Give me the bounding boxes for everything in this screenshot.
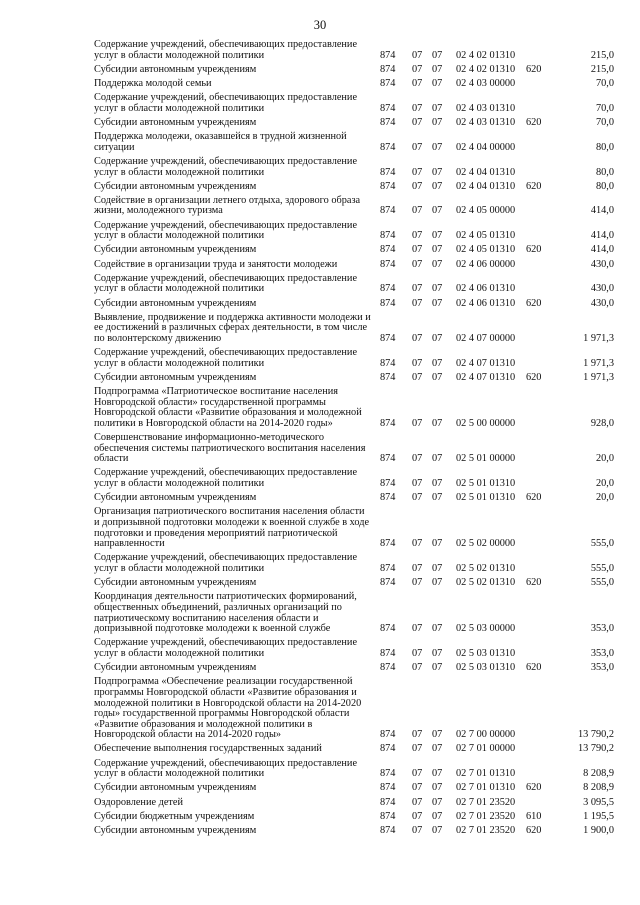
row-section-code: 07 bbox=[412, 563, 423, 574]
row-target-code: 02 4 03 00000 bbox=[456, 77, 516, 89]
row-description: Субсидии автономным учреждениям bbox=[94, 244, 257, 256]
row-target-code: 02 4 06 01310 bbox=[456, 283, 516, 295]
row-target-code: 02 5 01 01310 bbox=[456, 478, 516, 490]
row-amount: 215,0 bbox=[590, 49, 614, 61]
table-row bbox=[94, 221, 614, 242]
row-description: Содержание учреждений, обеспечивающих предоставление услуг в области молодежной политики bbox=[94, 467, 358, 490]
row-target-code: 02 7 01 01310 bbox=[456, 782, 516, 794]
row-amount: 414,0 bbox=[590, 244, 614, 256]
row-amount: 555,0 bbox=[590, 538, 614, 550]
row-amount: 20,0 bbox=[595, 478, 614, 490]
row-description: Субсидии автономным учреждениям bbox=[94, 662, 257, 674]
row-amount: 353,0 bbox=[590, 647, 614, 659]
row-section-code: 07 bbox=[412, 332, 423, 344]
table-row bbox=[94, 759, 614, 780]
row-amount: 70,0 bbox=[595, 102, 614, 114]
row-grbs-code: 874 bbox=[380, 577, 396, 589]
row-subsection-code: 07 bbox=[432, 116, 443, 128]
row-amount: 928,0 bbox=[590, 417, 614, 429]
row-grbs-code: 874 bbox=[380, 796, 396, 808]
row-description: Содержание учреждений, обеспечивающих предоставление услуг в области молодежной политики bbox=[94, 272, 358, 295]
row-subsection-code: 07 bbox=[432, 102, 443, 114]
table-row bbox=[94, 812, 614, 823]
row-amount: 215,0 bbox=[590, 63, 614, 75]
row-description: Субсидии автономным учреждениям bbox=[94, 116, 257, 128]
row-target-code: 02 4 07 01310 bbox=[456, 371, 516, 383]
row-grbs-code: 874 bbox=[380, 102, 396, 114]
row-target-code: 02 7 01 23520 bbox=[456, 825, 516, 836]
row-target-code: 02 4 07 00000 bbox=[456, 332, 516, 344]
table-row bbox=[94, 118, 614, 129]
row-amount: 414,0 bbox=[590, 205, 614, 217]
row-description: Оздоровление детей bbox=[94, 796, 183, 808]
row-section-code: 07 bbox=[412, 577, 423, 589]
row-grbs-code: 874 bbox=[380, 180, 396, 192]
row-amount: 20,0 bbox=[595, 492, 614, 504]
table-row bbox=[94, 507, 614, 549]
row-expense-type: 620 bbox=[526, 825, 542, 836]
table-row bbox=[94, 663, 614, 674]
row-grbs-code: 874 bbox=[380, 244, 396, 256]
row-section-code: 07 bbox=[412, 796, 423, 808]
table-row bbox=[94, 40, 614, 61]
row-subsection-code: 07 bbox=[432, 662, 443, 674]
row-section-code: 07 bbox=[412, 729, 423, 741]
table-row bbox=[94, 493, 614, 504]
row-subsection-code: 07 bbox=[432, 63, 443, 75]
row-target-code: 02 5 03 00000 bbox=[456, 623, 516, 635]
row-expense-type: 620 bbox=[526, 782, 542, 794]
row-section-code: 07 bbox=[412, 538, 423, 550]
row-subsection-code: 07 bbox=[432, 417, 443, 429]
table-row bbox=[94, 433, 614, 465]
row-section-code: 07 bbox=[412, 230, 423, 242]
row-section-code: 07 bbox=[412, 417, 423, 429]
page-number: 30 bbox=[313, 18, 327, 32]
row-grbs-code: 874 bbox=[380, 647, 396, 659]
row-amount: 1 900,0 bbox=[583, 825, 614, 836]
row-grbs-code: 874 bbox=[380, 478, 396, 490]
row-subsection-code: 07 bbox=[432, 825, 443, 836]
row-amount: 1 971,3 bbox=[583, 371, 614, 383]
row-target-code: 02 4 02 01310 bbox=[456, 49, 516, 61]
row-description: Субсидии автономным учреждениям bbox=[94, 371, 257, 383]
row-grbs-code: 874 bbox=[380, 623, 396, 635]
row-amount: 70,0 bbox=[595, 116, 614, 128]
row-section-code: 07 bbox=[412, 166, 423, 178]
row-description: Содержание учреждений, обеспечивающих предоставление услуг в области молодежной политики bbox=[94, 757, 358, 780]
row-expense-type: 610 bbox=[526, 810, 542, 822]
row-section-code: 07 bbox=[412, 743, 423, 755]
row-target-code: 02 7 01 23520 bbox=[456, 796, 516, 808]
row-amount: 1 195,5 bbox=[583, 810, 614, 822]
row-description: Субсидии автономным учреждениям bbox=[94, 577, 257, 589]
table-row bbox=[94, 132, 614, 153]
row-subsection-code: 07 bbox=[432, 782, 443, 794]
row-subsection-code: 07 bbox=[432, 332, 443, 344]
row-grbs-code: 874 bbox=[380, 297, 396, 309]
row-section-code: 07 bbox=[412, 647, 423, 659]
row-amount: 353,0 bbox=[590, 662, 614, 674]
row-grbs-code: 874 bbox=[380, 166, 396, 178]
table-row bbox=[94, 638, 614, 659]
row-target-code: 02 7 01 23520 bbox=[456, 810, 516, 822]
row-grbs-code: 874 bbox=[380, 205, 396, 217]
row-section-code: 07 bbox=[412, 180, 423, 192]
row-target-code: 02 4 05 01310 bbox=[456, 244, 516, 256]
table-row bbox=[94, 182, 614, 193]
row-target-code: 02 5 01 01310 bbox=[456, 492, 516, 504]
row-expense-type: 620 bbox=[526, 492, 542, 504]
row-grbs-code: 874 bbox=[380, 453, 396, 465]
row-section-code: 07 bbox=[412, 77, 423, 89]
row-description: Выявление, продвижение и поддержка активности молодежи и ее достижений в различных сферах деятельности, в том числе по волонтерскому движению bbox=[94, 311, 371, 344]
row-subsection-code: 07 bbox=[432, 141, 443, 153]
row-section-code: 07 bbox=[412, 141, 423, 153]
row-amount: 8 208,9 bbox=[583, 768, 614, 780]
row-description: Подпрограмма «Патриотическое воспитание населения Новгородской области» государственной программы Новгородской области «Развитие образования и молодежной политики в Новгородской области на 2014-2020 годы» bbox=[94, 386, 362, 429]
row-subsection-code: 07 bbox=[432, 77, 443, 89]
row-expense-type: 620 bbox=[526, 63, 542, 75]
row-target-code: 02 4 06 01310 bbox=[456, 297, 516, 309]
row-subsection-code: 07 bbox=[432, 563, 443, 574]
row-section-code: 07 bbox=[412, 357, 423, 369]
row-subsection-code: 07 bbox=[432, 478, 443, 490]
row-grbs-code: 874 bbox=[380, 538, 396, 550]
row-grbs-code: 874 bbox=[380, 141, 396, 153]
table-row bbox=[94, 553, 614, 574]
row-section-code: 07 bbox=[412, 283, 423, 295]
row-target-code: 02 4 06 00000 bbox=[456, 258, 516, 270]
row-amount: 555,0 bbox=[590, 577, 614, 589]
row-description: Организация патриотического воспитания населения области и допризывной подготовки молодежи к военной службе в ходе подготовки и проведения мероприятий патриотической направленности bbox=[94, 506, 370, 550]
row-amount: 430,0 bbox=[590, 258, 614, 270]
row-description: Совершенствование информационно-методического обеспечения системы патриотического воспитания населения области bbox=[94, 432, 366, 465]
row-target-code: 02 7 01 01310 bbox=[456, 768, 516, 780]
row-grbs-code: 874 bbox=[380, 63, 396, 75]
table-row bbox=[94, 299, 614, 310]
row-target-code: 02 7 01 00000 bbox=[456, 743, 516, 755]
row-expense-type: 620 bbox=[526, 116, 542, 128]
table-row bbox=[94, 783, 614, 794]
row-description: Содействие в организации труда и занятости молодежи bbox=[94, 258, 338, 270]
row-subsection-code: 07 bbox=[432, 49, 443, 61]
row-description: Субсидии автономным учреждениям bbox=[94, 297, 257, 309]
row-target-code: 02 4 03 01310 bbox=[456, 102, 516, 114]
table-row bbox=[94, 79, 614, 90]
row-amount: 3 095,5 bbox=[583, 796, 614, 808]
table-row bbox=[94, 260, 614, 271]
row-section-code: 07 bbox=[412, 63, 423, 75]
row-amount: 1 971,3 bbox=[583, 332, 614, 344]
row-expense-type: 620 bbox=[526, 180, 542, 192]
row-section-code: 07 bbox=[412, 782, 423, 794]
row-amount: 13 790,2 bbox=[577, 743, 614, 755]
row-grbs-code: 874 bbox=[380, 492, 396, 504]
row-amount: 1 971,3 bbox=[583, 357, 614, 369]
row-target-code: 02 5 03 01310 bbox=[456, 662, 516, 674]
row-subsection-code: 07 bbox=[432, 205, 443, 217]
row-grbs-code: 874 bbox=[380, 563, 396, 574]
row-expense-type: 620 bbox=[526, 577, 542, 589]
row-target-code: 02 4 04 01310 bbox=[456, 180, 516, 192]
row-subsection-code: 07 bbox=[432, 357, 443, 369]
table-row bbox=[94, 468, 614, 489]
row-target-code: 02 7 00 00000 bbox=[456, 729, 516, 741]
table-row bbox=[94, 798, 614, 809]
table-row bbox=[94, 245, 614, 256]
row-target-code: 02 4 05 00000 bbox=[456, 205, 516, 217]
row-target-code: 02 4 03 01310 bbox=[456, 116, 516, 128]
budget-table bbox=[94, 40, 614, 840]
table-row bbox=[94, 578, 614, 589]
row-description: Поддержка молодой семьи bbox=[94, 77, 212, 89]
row-amount: 80,0 bbox=[595, 180, 614, 192]
table-row bbox=[94, 157, 614, 178]
row-description: Содержание учреждений, обеспечивающих предоставление услуг в области молодежной политики bbox=[94, 39, 358, 61]
row-grbs-code: 874 bbox=[380, 357, 396, 369]
row-subsection-code: 07 bbox=[432, 180, 443, 192]
row-amount: 353,0 bbox=[590, 623, 614, 635]
row-description: Субсидии автономным учреждениям bbox=[94, 63, 257, 75]
row-subsection-code: 07 bbox=[432, 647, 443, 659]
row-grbs-code: 874 bbox=[380, 768, 396, 780]
row-description: Содержание учреждений, обеспечивающих предоставление услуг в области молодежной политики bbox=[94, 637, 358, 659]
row-subsection-code: 07 bbox=[432, 577, 443, 589]
row-subsection-code: 07 bbox=[432, 768, 443, 780]
row-target-code: 02 4 05 01310 bbox=[456, 230, 516, 242]
row-target-code: 02 5 01 00000 bbox=[456, 453, 516, 465]
table-row bbox=[94, 677, 614, 741]
table-row bbox=[94, 274, 614, 295]
row-description: Содействие в организации летнего отдыха, здорового образа жизни, молодежного туризма bbox=[94, 194, 361, 217]
row-grbs-code: 874 bbox=[380, 283, 396, 295]
row-target-code: 02 5 02 01310 bbox=[456, 577, 516, 589]
row-subsection-code: 07 bbox=[432, 371, 443, 383]
row-amount: 20,0 bbox=[595, 453, 614, 465]
row-subsection-code: 07 bbox=[432, 796, 443, 808]
row-expense-type: 620 bbox=[526, 244, 542, 256]
table-row bbox=[94, 826, 614, 837]
row-amount: 80,0 bbox=[595, 141, 614, 153]
row-amount: 555,0 bbox=[590, 563, 614, 574]
row-subsection-code: 07 bbox=[432, 230, 443, 242]
row-grbs-code: 874 bbox=[380, 662, 396, 674]
row-section-code: 07 bbox=[412, 258, 423, 270]
table-row bbox=[94, 373, 614, 384]
row-amount: 430,0 bbox=[590, 297, 614, 309]
row-amount: 8 208,9 bbox=[583, 782, 614, 794]
row-description: Содержание учреждений, обеспечивающих предоставление услуг в области молодежной политики bbox=[94, 155, 358, 178]
row-grbs-code: 874 bbox=[380, 258, 396, 270]
row-description: Поддержка молодежи, оказавшейся в трудной жизненной ситуации bbox=[94, 131, 347, 153]
row-subsection-code: 07 bbox=[432, 166, 443, 178]
row-section-code: 07 bbox=[412, 244, 423, 256]
row-grbs-code: 874 bbox=[380, 810, 396, 822]
row-section-code: 07 bbox=[412, 205, 423, 217]
table-row bbox=[94, 196, 614, 217]
table-row bbox=[94, 387, 614, 429]
row-amount: 414,0 bbox=[590, 230, 614, 242]
row-grbs-code: 874 bbox=[380, 743, 396, 755]
row-expense-type: 620 bbox=[526, 371, 542, 383]
row-subsection-code: 07 bbox=[432, 244, 443, 256]
row-target-code: 02 4 07 01310 bbox=[456, 357, 516, 369]
row-description: Содержание учреждений, обеспечивающих предоставление услуг в области молодежной политики bbox=[94, 219, 358, 242]
row-section-code: 07 bbox=[412, 371, 423, 383]
row-description: Субсидии автономным учреждениям bbox=[94, 825, 257, 836]
row-section-code: 07 bbox=[412, 825, 423, 836]
row-section-code: 07 bbox=[412, 623, 423, 635]
row-section-code: 07 bbox=[412, 492, 423, 504]
row-section-code: 07 bbox=[412, 116, 423, 128]
row-target-code: 02 5 02 00000 bbox=[456, 538, 516, 550]
row-subsection-code: 07 bbox=[432, 538, 443, 550]
row-section-code: 07 bbox=[412, 810, 423, 822]
row-grbs-code: 874 bbox=[380, 116, 396, 128]
row-grbs-code: 874 bbox=[380, 332, 396, 344]
row-section-code: 07 bbox=[412, 49, 423, 61]
row-amount: 13 790,2 bbox=[577, 729, 614, 741]
row-section-code: 07 bbox=[412, 768, 423, 780]
row-grbs-code: 874 bbox=[380, 825, 396, 836]
row-section-code: 07 bbox=[412, 478, 423, 490]
row-description: Координация деятельности патриотических формирований, общественных объединений, различных организаций по патриотическому воспитанию населения области и допризывной подготовке молодежи к военной службе bbox=[94, 591, 357, 635]
row-subsection-code: 07 bbox=[432, 623, 443, 635]
row-description: Субсидии автономным учреждениям bbox=[94, 492, 257, 504]
row-grbs-code: 874 bbox=[380, 729, 396, 741]
row-subsection-code: 07 bbox=[432, 729, 443, 741]
row-description: Обеспечение выполнения государственных заданий bbox=[94, 743, 322, 755]
row-description: Содержание учреждений, обеспечивающих предоставление услуг в области молодежной политики bbox=[94, 92, 358, 114]
row-expense-type: 620 bbox=[526, 297, 542, 309]
table-row bbox=[94, 744, 614, 755]
row-description: Субсидии автономным учреждениям bbox=[94, 782, 257, 794]
row-description: Содержание учреждений, обеспечивающих предоставление услуг в области молодежной политики bbox=[94, 552, 358, 574]
table-row bbox=[94, 348, 614, 369]
row-expense-type: 620 bbox=[526, 662, 542, 674]
row-target-code: 02 5 02 01310 bbox=[456, 563, 516, 574]
row-description: Субсидии бюджетным учреждениям bbox=[94, 810, 255, 822]
row-amount: 80,0 bbox=[595, 166, 614, 178]
row-section-code: 07 bbox=[412, 453, 423, 465]
row-section-code: 07 bbox=[412, 662, 423, 674]
table-row bbox=[94, 313, 614, 345]
table-row bbox=[94, 65, 614, 76]
table-row bbox=[94, 93, 614, 114]
row-amount: 70,0 bbox=[595, 77, 614, 89]
row-amount: 430,0 bbox=[590, 283, 614, 295]
row-subsection-code: 07 bbox=[432, 297, 443, 309]
row-subsection-code: 07 bbox=[432, 283, 443, 295]
row-subsection-code: 07 bbox=[432, 492, 443, 504]
row-target-code: 02 5 03 01310 bbox=[456, 647, 516, 659]
row-grbs-code: 874 bbox=[380, 782, 396, 794]
row-subsection-code: 07 bbox=[432, 258, 443, 270]
table-row bbox=[94, 592, 614, 634]
row-grbs-code: 874 bbox=[380, 230, 396, 242]
row-target-code: 02 4 04 01310 bbox=[456, 166, 516, 178]
row-description: Подпрограмма «Обеспечение реализации государственной программы Новгородской области «Развитие образования и молодежной политики в Новгородской области на 2014-2020 годы» государственной программы Новгородской области «Развитие образования и молодежной политики в Новгородской области на 2014-2020 годы» bbox=[94, 676, 362, 741]
row-target-code: 02 5 00 00000 bbox=[456, 417, 516, 429]
row-subsection-code: 07 bbox=[432, 810, 443, 822]
row-grbs-code: 874 bbox=[380, 417, 396, 429]
row-description: Субсидии автономным учреждениям bbox=[94, 180, 257, 192]
row-target-code: 02 4 04 00000 bbox=[456, 141, 516, 153]
row-grbs-code: 874 bbox=[380, 49, 396, 61]
row-grbs-code: 874 bbox=[380, 371, 396, 383]
row-description: Содержание учреждений, обеспечивающих предоставление услуг в области молодежной политики bbox=[94, 347, 358, 369]
row-subsection-code: 07 bbox=[432, 743, 443, 755]
row-subsection-code: 07 bbox=[432, 453, 443, 465]
row-target-code: 02 4 02 01310 bbox=[456, 63, 516, 75]
row-section-code: 07 bbox=[412, 102, 423, 114]
row-grbs-code: 874 bbox=[380, 77, 396, 89]
row-section-code: 07 bbox=[412, 297, 423, 309]
